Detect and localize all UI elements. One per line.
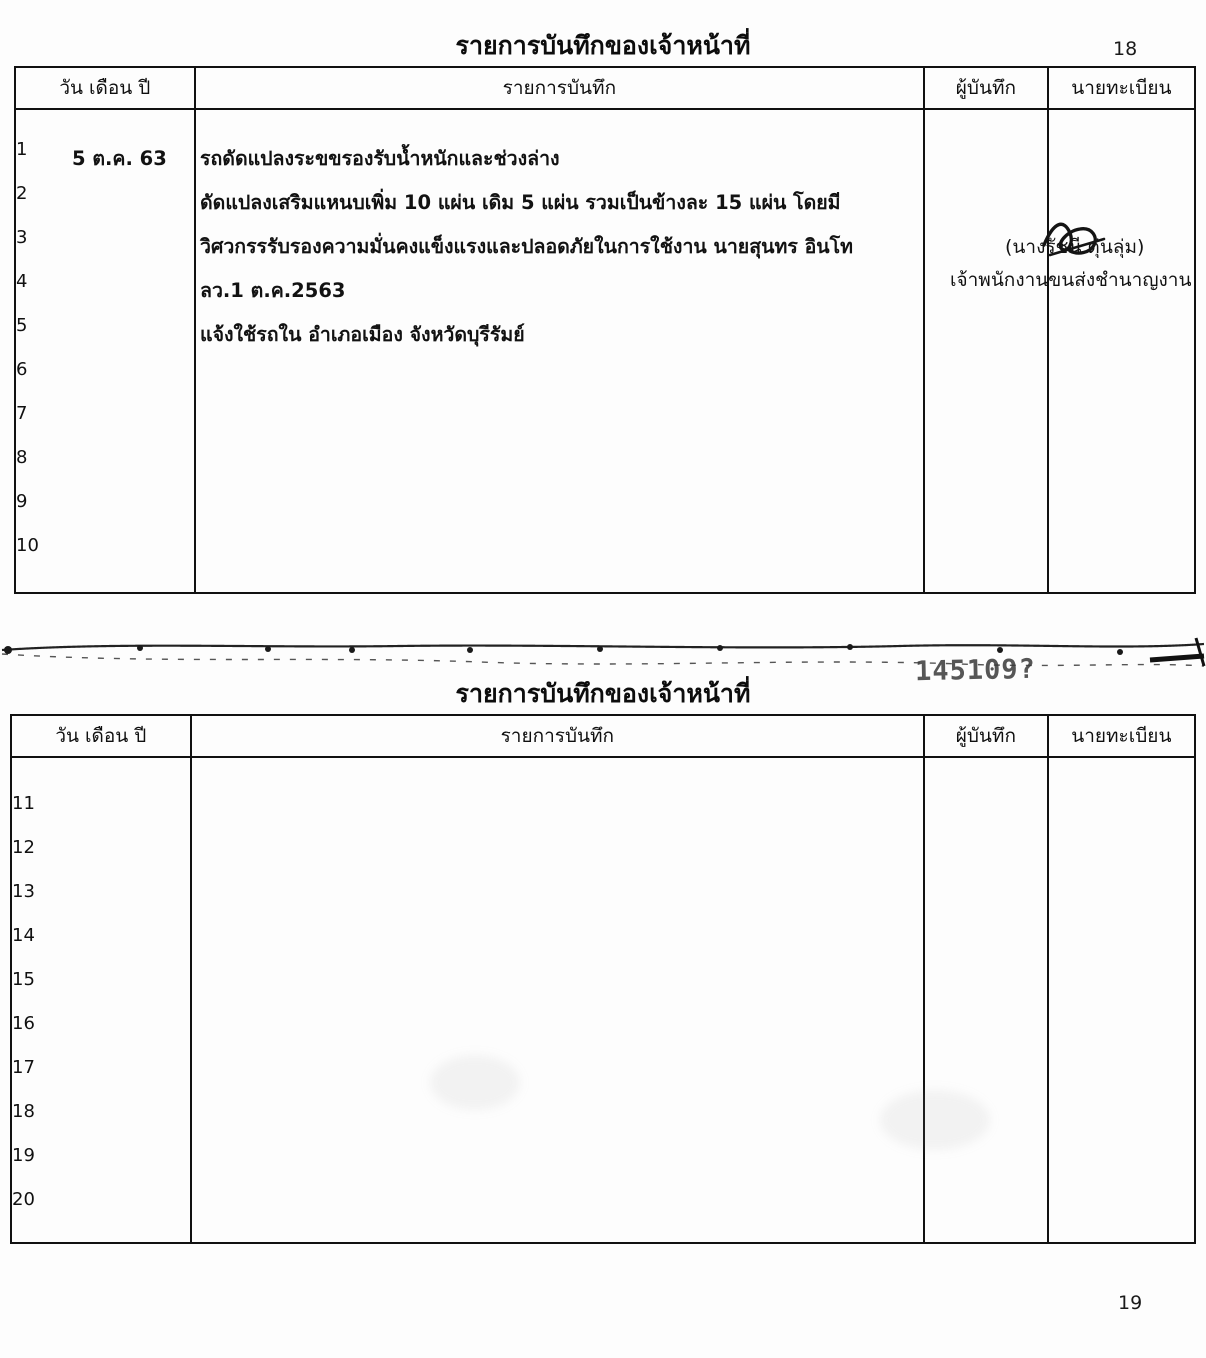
page-number-top: 18 <box>1113 38 1138 60</box>
line-number: 13 <box>12 881 35 902</box>
line-number: 15 <box>12 969 35 990</box>
entry-line-1: รถดัดแปลงระขขรองรับน้ำหนักและช่วงล่าง <box>200 147 560 170</box>
cell-recorder-top <box>925 110 1049 594</box>
line-number: 9 <box>16 491 28 512</box>
table-header-top <box>16 68 1194 110</box>
line-number: 8 <box>16 447 28 468</box>
table-header-bottom <box>12 716 1194 758</box>
table-body-bottom <box>12 758 1194 1244</box>
line-number: 11 <box>12 793 35 814</box>
entry-line-2: ดัดแปลงเสริมแหนบเพิ่ม 10 แผ่น เดิม 5 แผ่น รวมเป็นข้างละ 15 แผ่น โดยมี <box>200 191 841 214</box>
ink-stamp-number: 145109? <box>914 653 1037 688</box>
line-number: 4 <box>16 271 28 292</box>
entry-line-4: ลว.1 ต.ค.2563 <box>200 279 346 302</box>
entry-line-3: วิศวกรรรับรองความมั่นคงแข็งแรงและปลอดภัยในการใช้งาน นายสุนทร อินโท <box>200 235 853 258</box>
line-number: 18 <box>12 1101 35 1122</box>
cell-entry-top <box>196 110 925 594</box>
line-number-list-bottom <box>4 782 44 1222</box>
line-number: 6 <box>16 359 28 380</box>
column-header-recorder: ผู้บันทึก <box>925 716 1049 756</box>
cell-entry-bottom <box>192 758 925 1244</box>
column-header-entry: รายการบันทึก <box>192 716 925 756</box>
line-number: 19 <box>12 1145 35 1166</box>
signature-role: เจ้าพนักงานขนส่งชำนาญงาน <box>950 269 1192 291</box>
scan-smudge <box>430 1055 520 1110</box>
column-header-date: วัน เดือน ปี <box>16 68 196 108</box>
section-title-top: รายการบันทึกของเจ้าหน้าที่ <box>455 31 751 60</box>
line-number: 14 <box>12 925 35 946</box>
cell-registrar-bottom <box>1049 758 1194 1244</box>
section-title-bottom: รายการบันทึกของเจ้าหน้าที่ <box>455 679 751 708</box>
column-header-registrar: นายทะเบียน <box>1071 77 1172 99</box>
signature-name: (นางรัชนี ดุ่นลุ่ม) <box>1005 236 1145 258</box>
scan-smudge <box>880 1090 990 1150</box>
entry-line-6: แจ้งใช้รถใน อำเภอเมือง จังหวัดบุรีรัมย์ <box>200 323 525 346</box>
record-section-bottom <box>0 674 1206 716</box>
line-number: 12 <box>12 837 35 858</box>
column-header-registrar: นายทะเบียน <box>1071 725 1172 747</box>
column-header-recorder: ผู้บันทึก <box>925 68 1049 108</box>
column-header-entry: รายการบันทึก <box>196 68 925 108</box>
line-number: 3 <box>16 227 28 248</box>
line-number: 2 <box>16 183 28 204</box>
column-header-date: วัน เดือน ปี <box>12 716 192 756</box>
line-number: 17 <box>12 1057 35 1078</box>
line-number: 7 <box>16 403 28 424</box>
line-number-list-top <box>8 128 48 568</box>
record-section-top <box>0 26 1206 68</box>
table-body-top <box>16 110 1194 594</box>
line-number: 20 <box>12 1189 35 1210</box>
cell-registrar-top <box>1049 110 1194 594</box>
line-number: 1 <box>16 139 28 160</box>
line-number: 10 <box>16 535 39 556</box>
page-number-bottom: 19 <box>1118 1292 1143 1314</box>
line-number: 5 <box>16 315 28 336</box>
records-table-bottom <box>10 714 1196 1244</box>
records-table-top <box>14 66 1196 594</box>
entry-date-value: 5 ต.ค. 63 <box>72 147 167 170</box>
cell-recorder-bottom <box>925 758 1049 1244</box>
line-number: 16 <box>12 1013 35 1034</box>
